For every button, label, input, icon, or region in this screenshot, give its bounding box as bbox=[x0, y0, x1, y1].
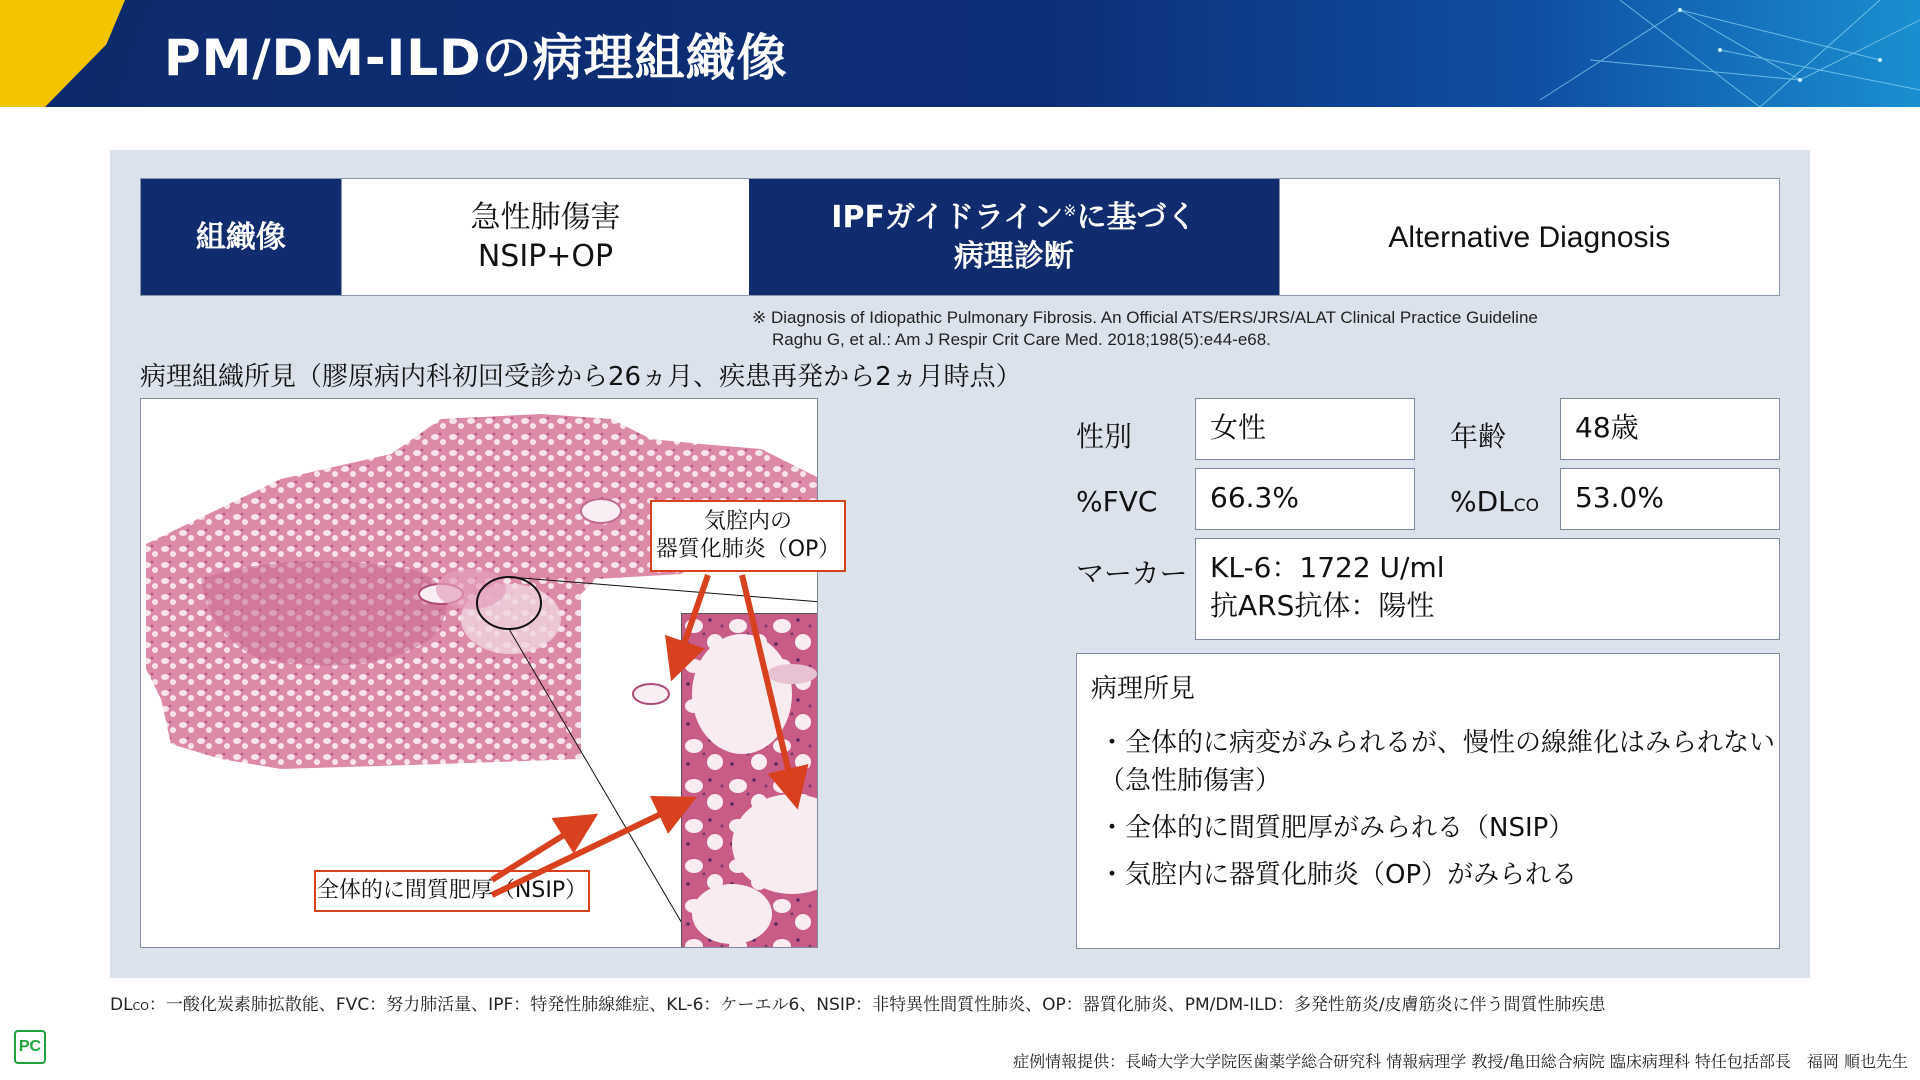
marker-line1: KL-6：1722 U/ml bbox=[1210, 551, 1445, 584]
op-arrow-2 bbox=[742, 575, 795, 798]
histology-header-cell: 組織像 bbox=[141, 179, 341, 295]
abbr-sub: CO bbox=[132, 1000, 149, 1013]
abbr-dl: DL bbox=[110, 995, 133, 1015]
abbreviations-footnote bbox=[110, 990, 1606, 1015]
finding-1-line2: （急性肺傷害） bbox=[1099, 766, 1282, 796]
c2-line2: NSIP+OP bbox=[477, 239, 614, 274]
nsip-callout: 全体的に間質肥厚（NSIP） bbox=[314, 870, 590, 912]
case-credit: 症例情報提供：長崎大学大学院医歯薬学総合研究科 情報病理学 教授/亀田総合病院 臨床病理科 特任包括部長 福岡 順也先生 bbox=[1013, 1052, 1908, 1071]
op-callout-line1: 気腔内の bbox=[703, 509, 792, 534]
marker-label: マーカー bbox=[1076, 557, 1188, 590]
dlco-label-sub: CO bbox=[1513, 496, 1540, 516]
age-value: 48歳 bbox=[1560, 398, 1780, 460]
finding-1-line1: ・全体的に病変がみられるが、慢性の線維化はみられない bbox=[1099, 728, 1776, 758]
c3-sup: ※ bbox=[1063, 201, 1077, 220]
slide-title: PM/DM-ILDの病理組織像 bbox=[164, 29, 788, 87]
nsip-arrow-2 bbox=[492, 802, 686, 895]
annotation-arrows bbox=[110, 150, 1110, 978]
c2-line1: 急性肺傷害 bbox=[470, 200, 621, 235]
abbr-rest: ：一酸化炭素肺拡散能、FVC：努力肺活量、IPF：特発性肺線維症、KL-6：ケーエル6、NSIP：非特異性間質性肺炎、OP：器質化肺炎、PM/DM-ILD：多発性筋炎/皮膚筋炎に伴う間質性肺疾患 bbox=[148, 995, 1606, 1015]
finding-1 bbox=[1099, 724, 1779, 800]
marker-line2: 抗ARS抗体：陽性 bbox=[1210, 588, 1435, 622]
content-panel bbox=[110, 150, 1810, 978]
pathology-findings-box bbox=[1076, 653, 1780, 949]
c3-line1: IPFガイドライン bbox=[831, 200, 1064, 235]
fvc-label: %FVC bbox=[1076, 485, 1158, 518]
findings-subheading: 病理組織所見（膠原病内科初回受診から26ヵ月、疾患再発から2ヵ月時点） bbox=[140, 362, 1022, 392]
reference-line1: ※ Diagnosis of Idiopathic Pulmonary Fibrosis. An Official ATS/ERS/JRS/ALAT Clinical Practice Guideline bbox=[752, 308, 1538, 327]
finding-2: ・全体的に間質肥厚がみられる（NSIP） bbox=[1099, 813, 1575, 843]
pc-logo: PC bbox=[14, 1030, 46, 1064]
reference-line2: Raghu G, et al.: Am J Respir Crit Care Med. 2018;198(5):e44-e68. bbox=[772, 330, 1271, 349]
findings-title: 病理所見 bbox=[1091, 674, 1196, 704]
fvc-value: 66.3% bbox=[1195, 468, 1415, 530]
finding-3: ・気腔内に器質化肺炎（OP）がみられる bbox=[1099, 860, 1578, 890]
age-label: 年齢 bbox=[1450, 420, 1507, 453]
dlco-value: 53.0% bbox=[1560, 468, 1780, 530]
op-arrow-1 bbox=[675, 575, 708, 670]
title-bar bbox=[0, 0, 1920, 107]
sex-value: 女性 bbox=[1195, 398, 1415, 460]
c3-line1b: に基づく bbox=[1076, 200, 1197, 235]
sex-label: 性別 bbox=[1076, 420, 1133, 453]
c3-line2: 病理診断 bbox=[953, 239, 1074, 274]
dlco-label-main: %DL bbox=[1450, 485, 1514, 518]
op-callout-line2: 器質化肺炎（OP） bbox=[655, 536, 841, 562]
marker-value bbox=[1195, 538, 1780, 640]
network-lines-decoration bbox=[1500, 0, 1920, 107]
dlco-label bbox=[1450, 485, 1539, 518]
alternative-diagnosis-cell: Alternative Diagnosis bbox=[1279, 179, 1779, 295]
